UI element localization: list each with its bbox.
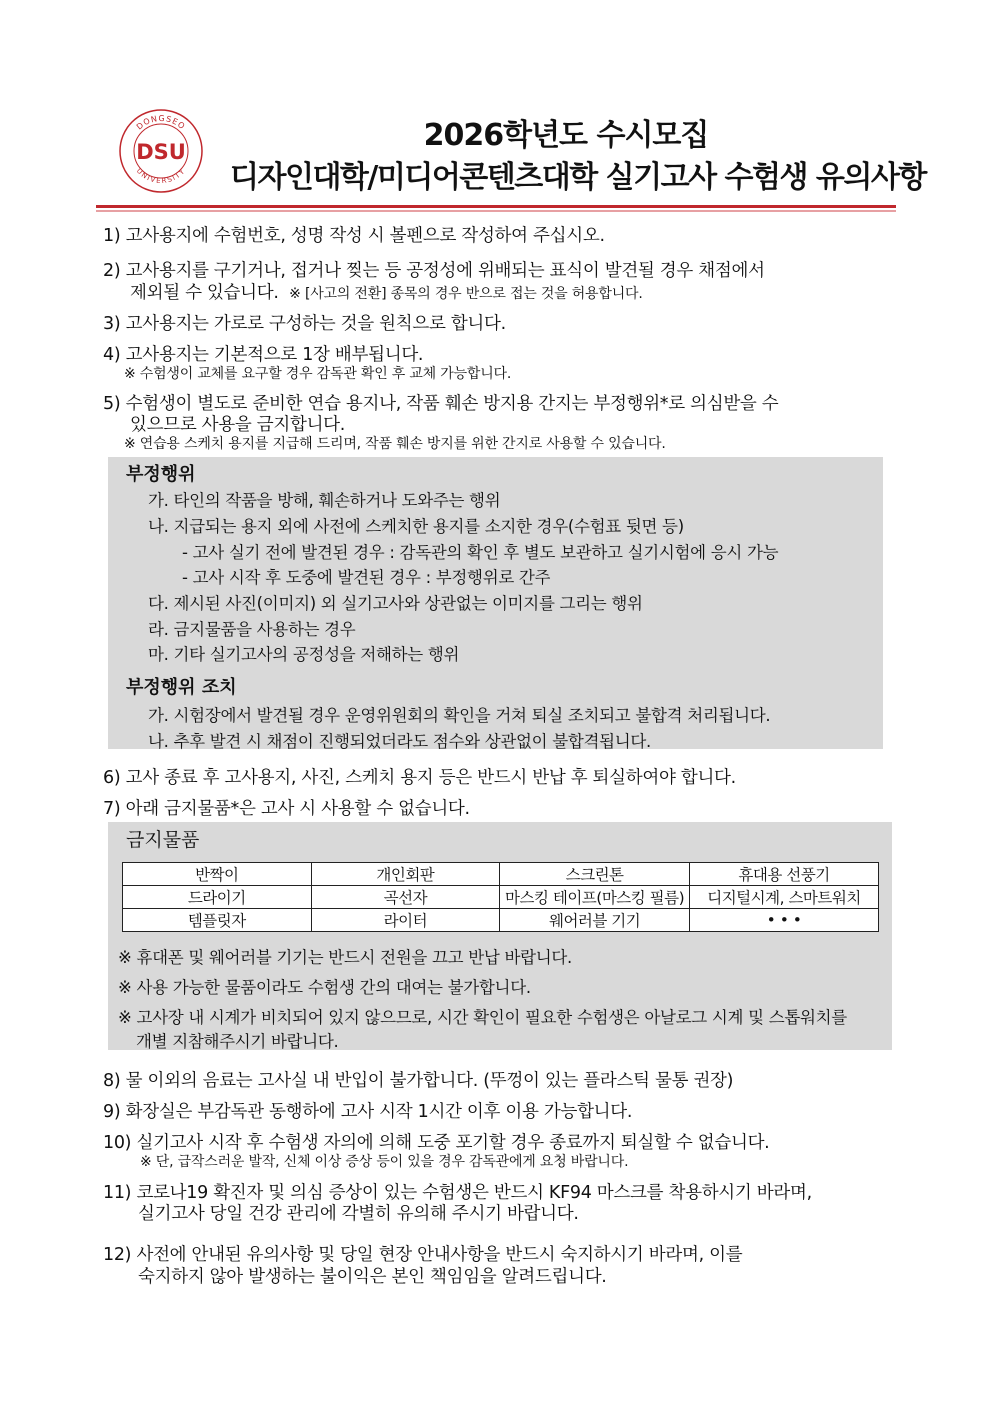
table-cell: 라이터 (311, 909, 500, 932)
item-2-line2: 제외될 수 있습니다. ※ [사고의 전환] 종목의 경우 반으로 접는 것을 허용합니다. (130, 283, 643, 303)
item-4: 4) 고사용지는 기본적으로 1장 배부됩니다. (103, 345, 424, 365)
item-11-line1: 11) 코로나19 확진자 및 의심 증상이 있는 수험생은 반드시 KF94 마스크를 착용하시기 바라며, (103, 1183, 812, 1203)
title-divider (96, 205, 896, 208)
misconduct-action-a: 가. 시험장에서 발견될 경우 운영위원회의 확인을 거쳐 퇴실 조치되고 불합격 처리됩니다. (148, 706, 771, 725)
misconduct-heading: 부정행위 (126, 464, 196, 485)
item-5-note: ※ 연습용 스케치 용지를 지급해 드리며, 작품 훼손 방지를 위한 간지로 사용할 수 있습니다. (124, 436, 666, 452)
misconduct-action-heading: 부정행위 조치 (126, 677, 237, 698)
table-cell: 디지털시계, 스마트워치 (690, 886, 879, 909)
table-cell: 드라이기 (123, 886, 312, 909)
misconduct-b: 나. 지급되는 용지 외에 사전에 스케치한 용지를 소지한 경우(수험표 뒷면 등) (148, 517, 684, 536)
table-cell: 반짝이 (123, 863, 312, 886)
item-1: 1) 고사용지에 수험번호, 성명 작성 시 볼펜으로 작성하여 주십시오. (103, 226, 605, 246)
table-cell: • • • (690, 909, 879, 932)
table-cell: 곡선자 (311, 886, 500, 909)
item-12-line1: 12) 사전에 안내된 유의사항 및 당일 현장 안내사항을 반드시 숙지하시기 바라며, 이를 (103, 1245, 743, 1265)
item-8: 8) 물 이외의 음료는 고사실 내 반입이 불가합니다. (뚜껑이 있는 플라스틱 물통 권장) (103, 1071, 734, 1091)
table-cell: 스크린톤 (500, 863, 690, 886)
prohibited-box (108, 822, 892, 1050)
prohibited-note-3b: 개별 지참해주시기 바랍니다. (136, 1032, 339, 1051)
item-2-note: ※ [사고의 전환] 종목의 경우 반으로 접는 것을 허용합니다. (289, 286, 643, 302)
prohibited-heading: 금지물품 (126, 829, 200, 851)
misconduct-b2: - 고사 시작 후 도중에 발견된 경우 : 부정행위로 간주 (182, 568, 551, 587)
misconduct-c: 다. 제시된 사진(이미지) 외 실기고사와 상관없는 이미지를 그리는 행위 (148, 594, 643, 613)
table-row (123, 886, 879, 909)
page-title-line1: 2026학년도 수시모집 (423, 118, 709, 153)
logo-top-text: DONGSEO (134, 113, 188, 132)
item-2-line1: 2) 고사용지를 구기거나, 접거나 찢는 등 공정성에 위배되는 표식이 발견될 경우 채점에서 (103, 261, 765, 281)
item-3: 3) 고사용지는 가로로 구성하는 것을 원칙으로 합니다. (103, 314, 506, 334)
table-cell: 웨어러블 기기 (500, 909, 690, 932)
prohibited-note-3: ※ 고사장 내 시계가 비치되어 있지 않으므로, 시간 확인이 필요한 수험생은 아날로그 시계 및 스톱워치를 (118, 1008, 847, 1027)
item-6: 6) 고사 종료 후 고사용지, 사진, 스케치 용지 등은 반드시 반납 후 퇴실하여야 합니다. (103, 768, 736, 788)
item-9: 9) 화장실은 부감독관 동행하에 고사 시작 1시간 이후 이용 가능합니다. (103, 1102, 633, 1122)
table-cell: 템플릿자 (123, 909, 312, 932)
prohibited-note-2: ※ 사용 가능한 물품이라도 수험생 간의 대여는 불가합니다. (118, 978, 531, 997)
table-cell: 마스킹 테이프(마스킹 필름) (500, 886, 690, 909)
logo-bottom-text: UNIVERSITY (134, 166, 188, 186)
page-title-line2: 디자인대학/미디어콘텐츠대학 실기고사 수험생 유의사항 (230, 160, 926, 195)
item-5-line1: 5) 수험생이 별도로 준비한 연습 용지나, 작품 훼손 방지용 간지는 부정행위*로 의심받을 수 (103, 394, 779, 414)
table-row (123, 863, 879, 886)
item-10-note: ※ 단, 급작스러운 발작, 신체 이상 증상 등이 있을 경우 감독관에게 요청 바랍니다. (140, 1154, 629, 1170)
item-10: 10) 실기고사 시작 후 수험생 자의에 의해 도중 포기할 경우 종료까지 퇴실할 수 없습니다. (103, 1133, 770, 1153)
title-divider-light (96, 210, 896, 212)
item-7: 7) 아래 금지물품*은 고사 시 사용할 수 없습니다. (103, 799, 470, 819)
item-4-note: ※ 수험생이 교체를 요구할 경우 감독관 확인 후 교체 가능합니다. (124, 366, 512, 382)
misconduct-action-b: 나. 추후 발견 시 채점이 진행되었더라도 점수와 상관없이 불합격됩니다. (148, 732, 651, 751)
prohibited-note-1: ※ 휴대폰 및 웨어러블 기기는 반드시 전원을 끄고 반납 바랍니다. (118, 948, 572, 967)
item-5-line2: 있으므로 사용을 금지합니다. (130, 415, 346, 435)
prohibited-items-table (122, 862, 879, 932)
table-row (123, 909, 879, 932)
item-11-line2: 실기고사 당일 건강 관리에 각별히 유의해 주시기 바랍니다. (138, 1204, 579, 1224)
table-cell: 휴대용 선풍기 (690, 863, 879, 886)
logo-center-text: DSU (136, 140, 186, 164)
misconduct-a: 가. 타인의 작품을 방해, 훼손하거나 도와주는 행위 (148, 491, 501, 510)
item-12-line2: 숙지하지 않아 발생하는 불이익은 본인 책임임을 알려드립니다. (138, 1267, 607, 1287)
misconduct-e: 마. 기타 실기고사의 공정성을 저해하는 행위 (148, 645, 460, 664)
misconduct-d: 라. 금지물품을 사용하는 경우 (148, 620, 356, 639)
table-cell: 개인회판 (311, 863, 500, 886)
misconduct-box (108, 457, 883, 749)
misconduct-b1: - 고사 실기 전에 발견된 경우 : 감독관의 확인 후 별도 보관하고 실기시험에 응시 가능 (182, 543, 779, 562)
svg-text:UNIVERSITY (135, 167, 187, 185)
